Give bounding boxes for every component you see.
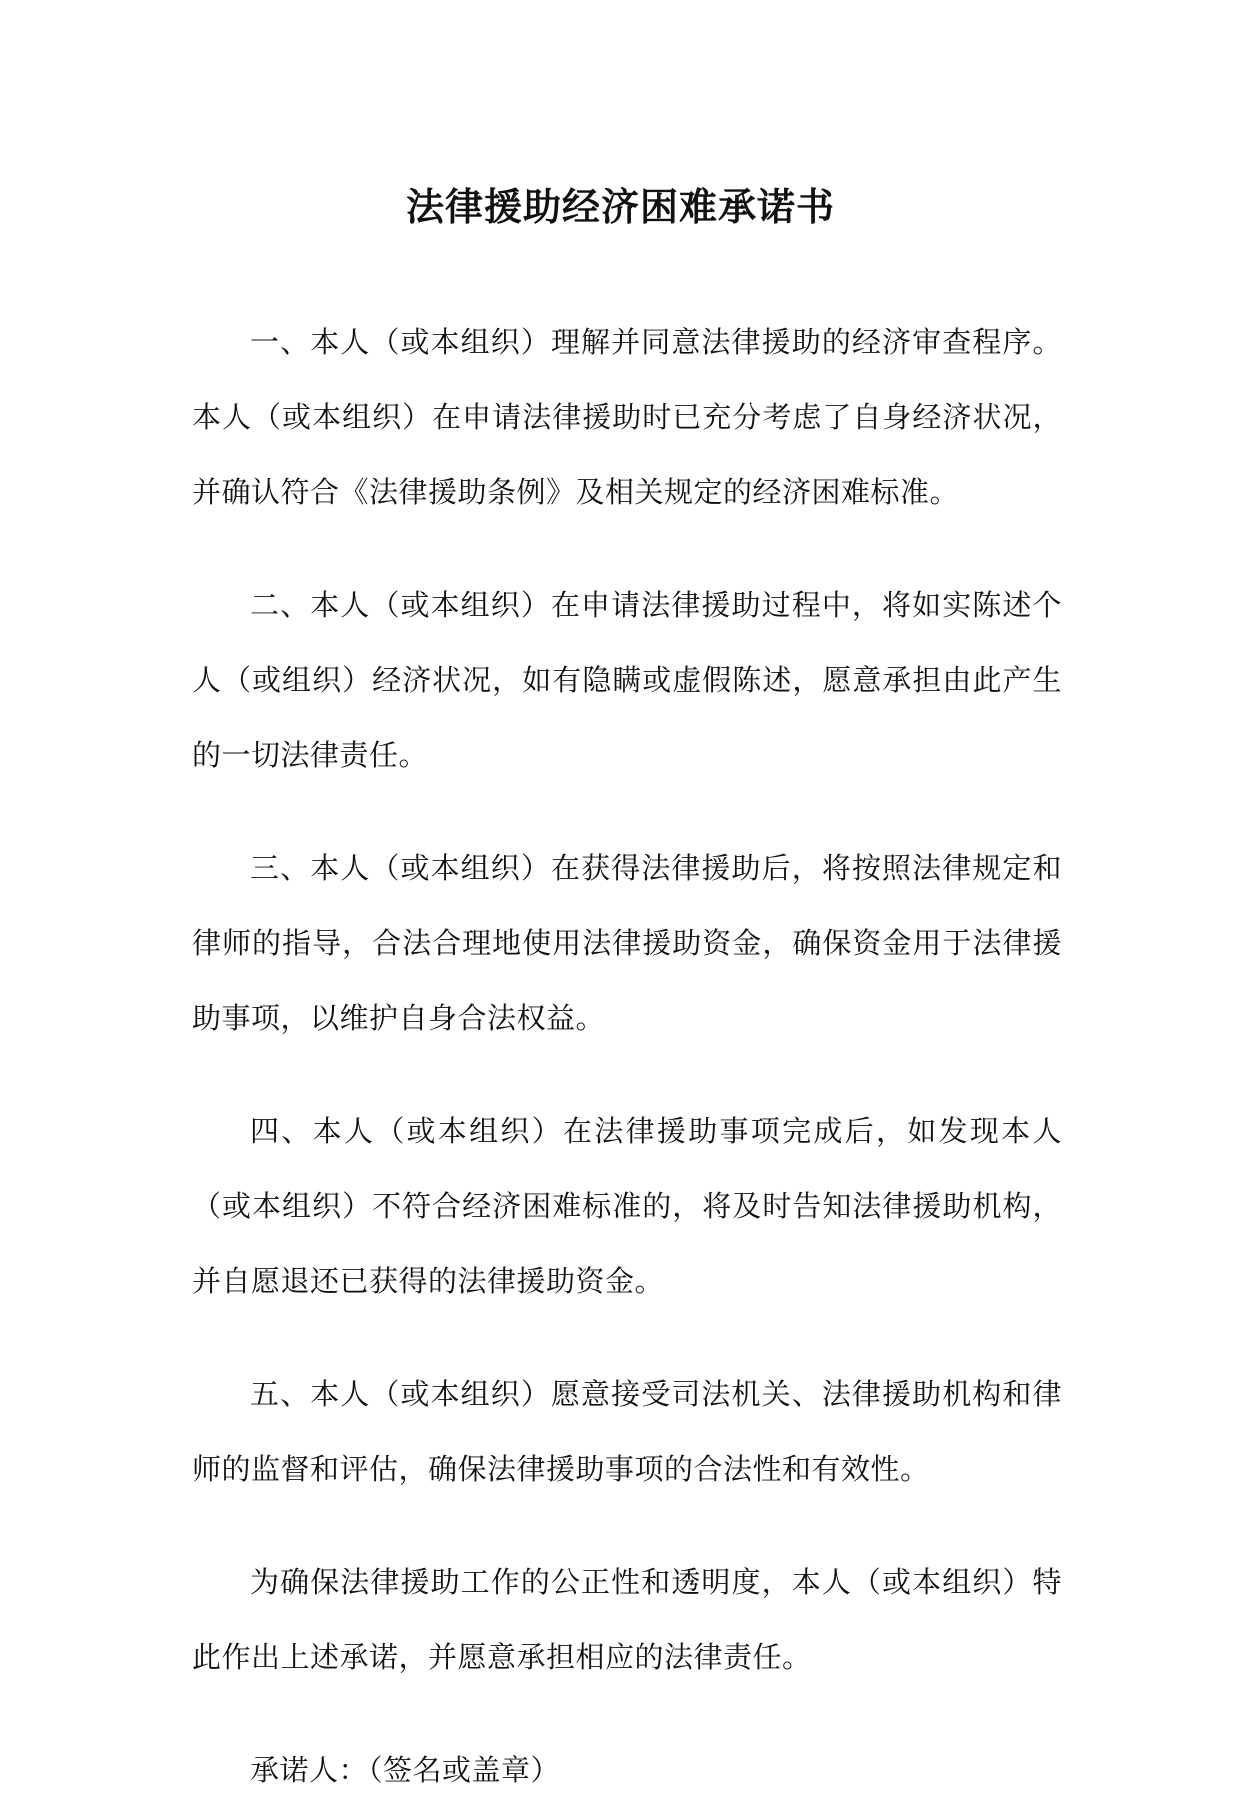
commitment-paragraph-1: 一、本人（或本组织）理解并同意法律援助的经济审查程序。本人（或本组织）在申请法律援助时已充分考虑了自身经济状况，并确认符合《法律援助条例》及相关规定的经济困难标准。 <box>192 325 1062 509</box>
commitment-paragraph-2: 二、本人（或本组织）在申请法律援助过程中，将如实陈述个人（或组织）经济状况，如有隐瞒或虚假陈述，愿意承担由此产生的一切法律责任。 <box>192 588 1062 772</box>
closing-paragraph: 为确保法律援助工作的公正性和透明度，本人（或本组织）特此作出上述承诺，并愿意承担相应的法律责任。 <box>192 1565 1062 1674</box>
document-title: 法律援助经济困难承诺书 <box>405 184 835 229</box>
document-body <box>192 305 1062 1808</box>
commitment-paragraph-5: 五、本人（或本组织）愿意接受司法机关、法律援助机构和律师的监督和评估，确保法律援助事项的合法性和有效性。 <box>192 1377 1062 1486</box>
commitment-paragraph-4: 四、本人（或本组织）在法律援助事项完成后，如发现本人（或本组织）不符合经济困难标准的，将及时告知法律援助机构，并自愿退还已获得的法律援助资金。 <box>192 1114 1062 1298</box>
signature-line: 承诺人：（签名或盖章） <box>250 1753 561 1787</box>
commitment-paragraph-3: 三、本人（或本组织）在获得法律援助后，将按照法律规定和律师的指导，合法合理地使用法律援助资金，确保资金用于法律援助事项，以维护自身合法权益。 <box>192 851 1062 1035</box>
